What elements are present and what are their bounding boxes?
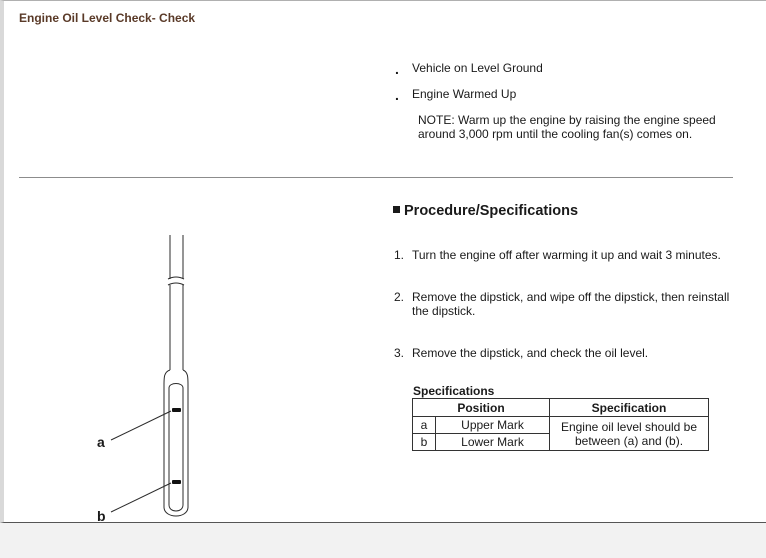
step-text: Remove the dipstick, and check the oil level. <box>412 346 649 360</box>
row-position: Lower Mark <box>436 434 550 451</box>
step-text: Turn the engine off after warming it up and wait 3 minutes. <box>412 248 721 262</box>
step-text: Remove the dipstick, and wipe off the dipstick, then reinstall the dipstick. <box>412 290 730 318</box>
warmup-note: NOTE: Warm up the engine by raising the engine speed around 3,000 rpm until the cooling fan(s) comes on. <box>418 113 716 141</box>
lower-mark <box>172 480 181 484</box>
header-position: Position <box>413 399 550 417</box>
spec-value: Engine oil level should be between (a) and (b). <box>550 417 709 451</box>
step-number: 1. <box>394 248 405 262</box>
step-number: 2. <box>394 290 405 304</box>
row-letter: b <box>413 434 436 451</box>
spec-table-header-row <box>413 399 709 417</box>
spec-table <box>412 398 709 451</box>
table-row <box>413 417 709 434</box>
step-number: 3. <box>394 346 405 360</box>
spec-table-caption: Specifications <box>413 384 495 398</box>
figure-label-a: a <box>97 434 105 450</box>
condition-level-ground: Vehicle on Level Ground <box>412 61 543 75</box>
condition-warmed-up: Engine Warmed Up <box>412 87 517 101</box>
condition-bullet: . <box>395 87 399 103</box>
section-heading-text: Procedure/Specifications <box>404 203 579 219</box>
upper-mark <box>172 408 181 412</box>
square-bullet-icon <box>393 206 400 213</box>
header-specification: Specification <box>550 399 709 417</box>
page-title: Engine Oil Level Check- Check <box>19 11 196 25</box>
section-divider <box>19 177 733 178</box>
section-heading <box>393 203 578 219</box>
row-position: Upper Mark <box>436 417 550 434</box>
dipstick-illustration <box>94 227 204 524</box>
figure-label-b: b <box>97 508 106 524</box>
condition-bullet: . <box>395 61 399 77</box>
row-letter: a <box>413 417 436 434</box>
